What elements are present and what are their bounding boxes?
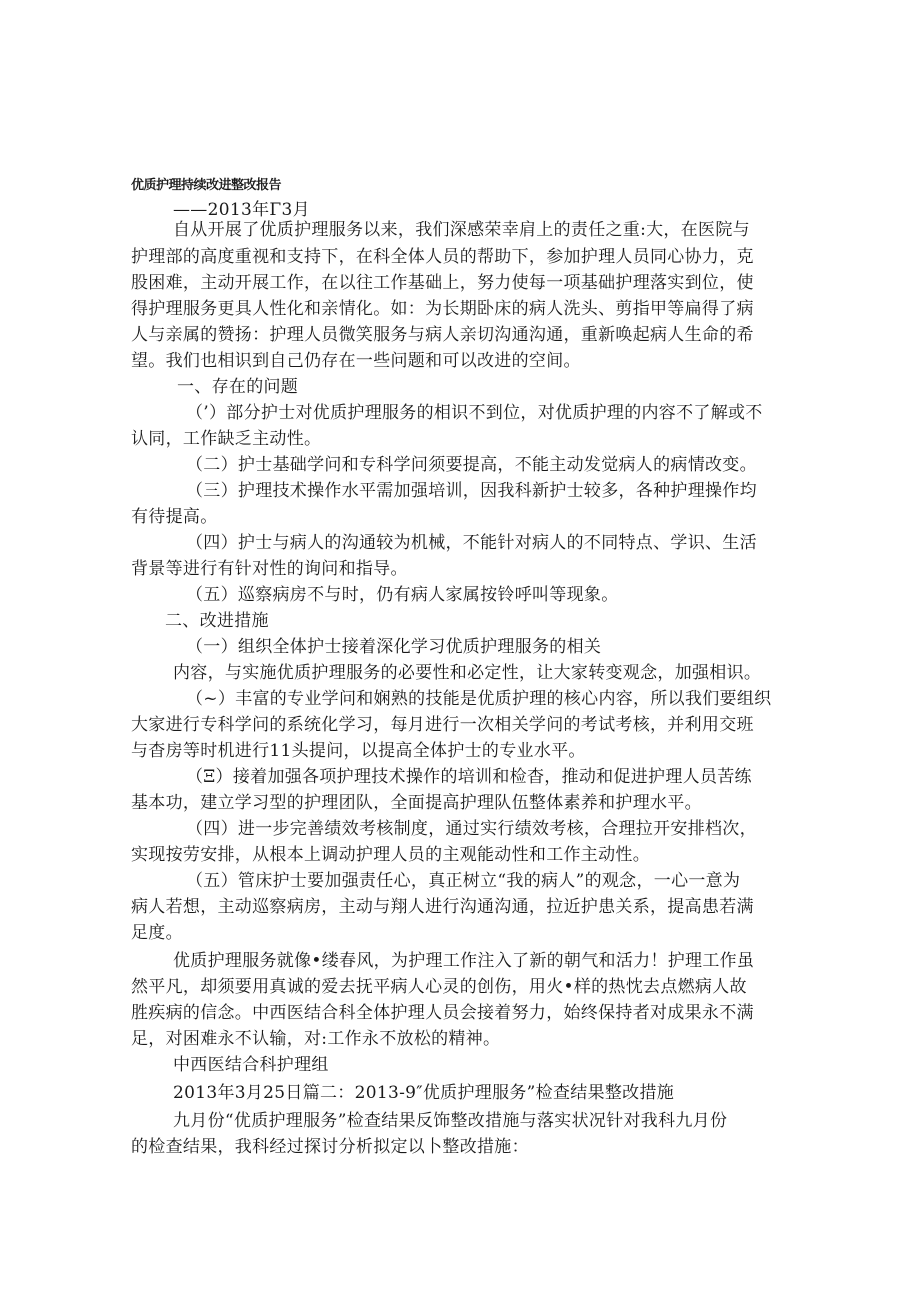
- intro-line: 自从开展了优质护理服务以来，我们深感荣幸肩上的责任之重:大，在医院与: [173, 220, 750, 240]
- closing-line: 胜疾病的信念。中西医结合科全体护理人员会接着努力，始终保持者对成果永不满: [131, 1003, 754, 1023]
- problem-line: （三）护理技术操作水平需加强培训，因我科新护士较多，各种护理操作均: [186, 481, 757, 501]
- measure-line: 足度。: [131, 923, 183, 943]
- intro-line: 股困难，主动开展工作，在以往工作基础上，努力使每一项基础护理落实到位，使: [131, 273, 754, 293]
- intro-line: 得护理服务更具人性化和亲情化。如：为长期卧床的病人洗头、剪指甲等扁得了病: [131, 299, 754, 319]
- problem-line: （四）护士与病人的沟通较为机械，不能针对病人的不同特点、学识、生活: [186, 533, 757, 553]
- problem-line: 认同，工作缺乏主动性。: [131, 429, 322, 449]
- document-title: 优质护理持续改进整改报告: [131, 178, 282, 193]
- problem-line: 有待提高。: [131, 507, 218, 527]
- closing-line: 然平凡，却须要用真诚的爱去抚平病人心灵的创伤，用火•样的热忱去点燃病人故: [131, 977, 747, 997]
- problem-line: （五）巡察病房不与时，仍有病人家属按铃呼叫等现象。: [186, 585, 619, 605]
- measure-line: （Ξ）接着加强各项护理技术操作的培训和检杳，推动和促进护理人员苦练: [186, 767, 752, 787]
- section-heading-problems: 一、存在的问题: [177, 377, 299, 397]
- intro-line: 人与亲属的赞扬：护理人员微笑服务与病人亲切沟通沟通，重新唤起病人生命的希: [131, 325, 754, 345]
- measure-line: （一）组织全体护士接着深化学习优质护理服务的相关: [186, 637, 602, 657]
- intro-line: 望。我们也相识到自己仍存在一些问题和可以改进的空间。: [131, 351, 581, 371]
- final-line: 的检查结果，我科经过探讨分析拟定以卜整改措施：: [131, 1137, 529, 1157]
- problem-line: （’）部分护士对优质护理服务的相识不到位，对优质护理的内容不了解或不: [186, 403, 763, 423]
- measure-line: （五）管床护士要加强责任心，真正树立“我的病人”的观念，一心一意为: [186, 871, 741, 891]
- measure-line: （~）丰富的专业学问和娴熟的技能是优质护理的核心内容，所以我们要组织: [186, 689, 772, 709]
- section-heading-measures: 二、改进措施: [165, 611, 269, 631]
- problem-line: 背景等进行有针对性的询问和指导。: [131, 559, 408, 579]
- next-section-line: 2013年3月25日篇二：2013-9″优质护理服务”检查结果整改措施: [173, 1083, 675, 1103]
- problem-line: （二）护士基础学问和专科学问须要提高，不能主动发觉病人的病情改变。: [186, 455, 757, 475]
- measure-line: 基本功，建立学习型的护理团队，全面提高护理队伍整体素养和护理水平。: [131, 793, 702, 813]
- measure-line: 病人若想，主动巡察病房，主动与翔人进行沟通沟通，拉近护患关系，提高患若满: [131, 897, 754, 917]
- signature: 中西医结合科护理组: [173, 1055, 329, 1075]
- closing-line: 足，对困难永不认输，对:工作永不放松的精神。: [131, 1029, 501, 1049]
- measure-line: 实现按劳安排，从根本上调动护理人员的主观能动性和工作主动性。: [131, 845, 650, 865]
- date-line: ——2013年Γ3月: [173, 200, 310, 220]
- intro-line: 护理部的高度重视和支持下，在科全体人员的帮助下，参加护理人员同心协力，克: [131, 247, 754, 267]
- measure-line: 大家进行专科学问的系统化学习，每月进行一次相关学问的考试考核，并利用交班: [131, 715, 754, 735]
- measure-line: 与杳房等时机进行11头提问，以提高全体护士的专业水平。: [131, 741, 586, 761]
- closing-line: 优质护理服务就像•缕春风，为护理工作注入了新的朝气和活力！护理工作虽: [173, 951, 755, 971]
- measure-line: 内容，与实施优质护理服务的必要性和必定性，让大家转变观念，加强相识。: [173, 663, 762, 683]
- final-line: 九月份“优质护理服务”检查结果反饰整改措施与落实状况针对我科九月份: [173, 1111, 728, 1131]
- measure-line: （四）进一步完善绩效考核制度，通过实行绩效考核，合理拉开安排档次，: [186, 819, 757, 839]
